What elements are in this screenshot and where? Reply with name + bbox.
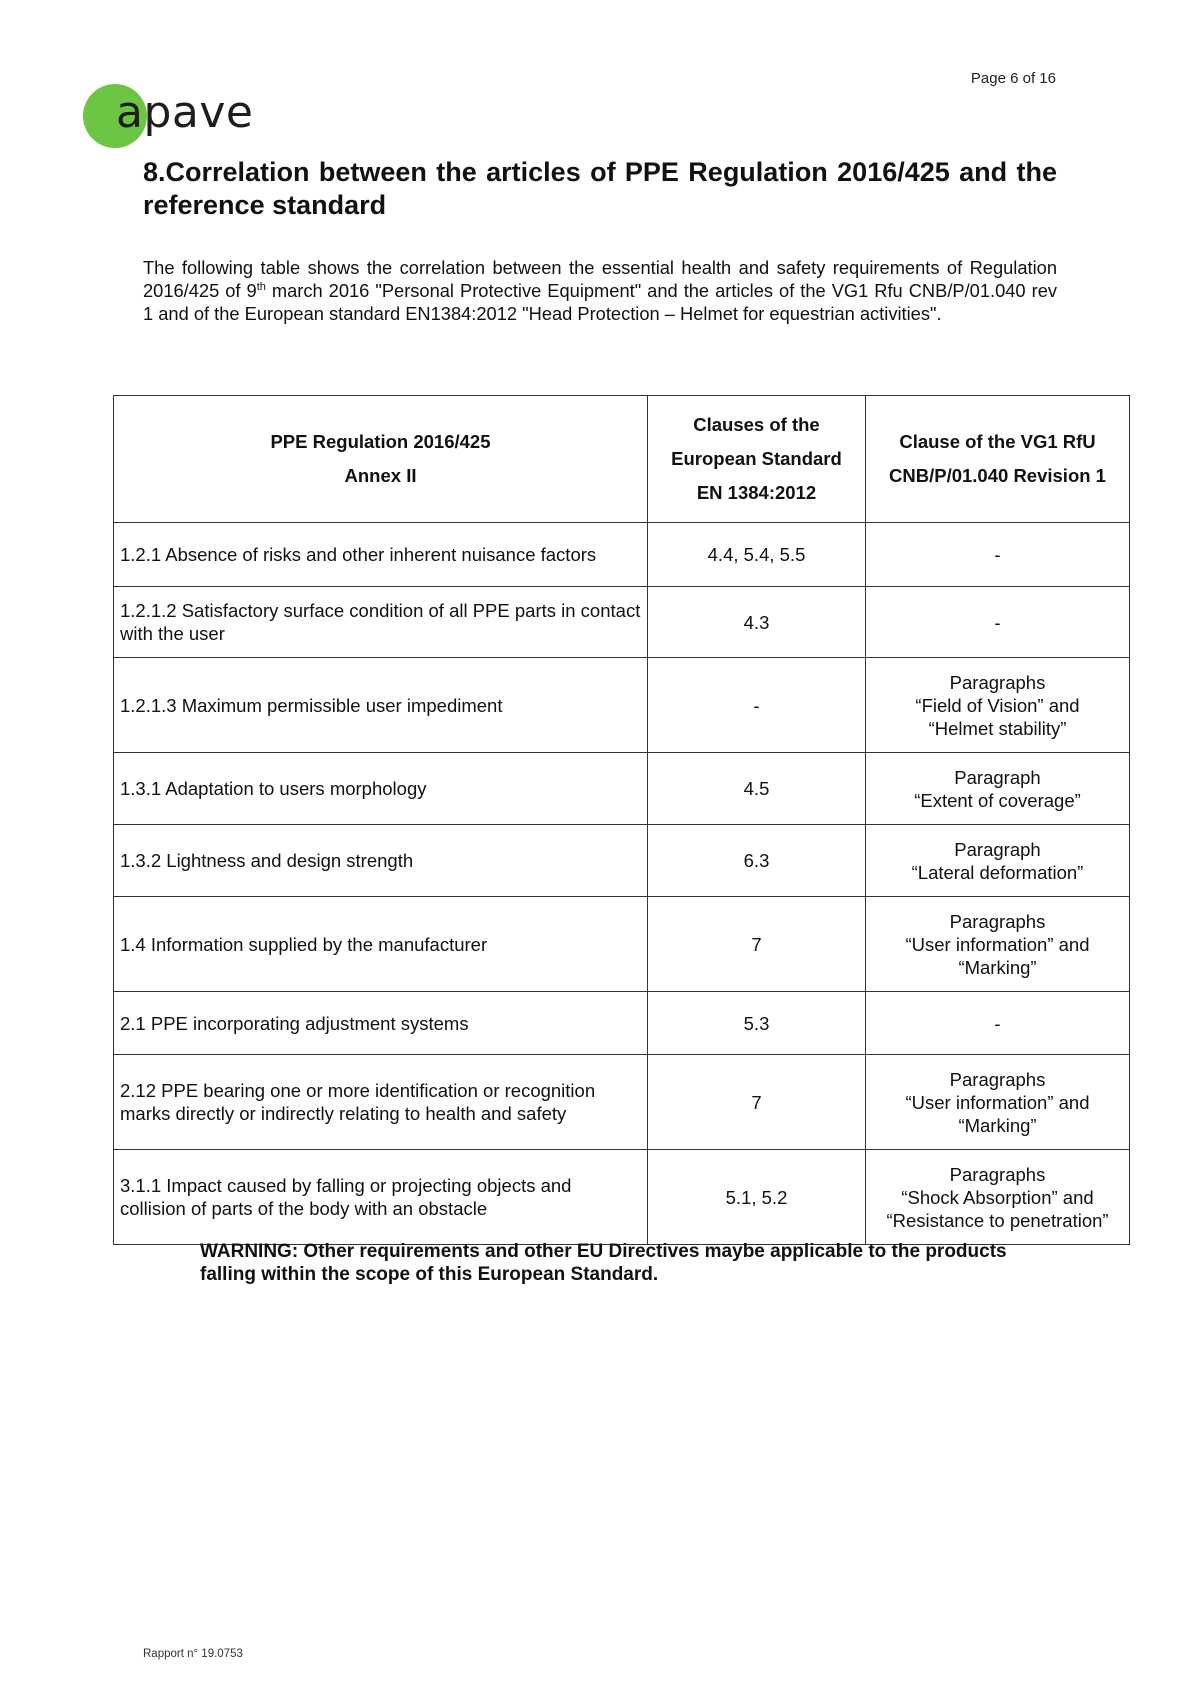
header-line: EN 1384:2012 bbox=[696, 482, 817, 503]
requirement-cell: 3.1.1 Impact caused by falling or projecting objects and collision of parts of the body with an obstacle bbox=[114, 1150, 648, 1245]
vg1-clause-line: “User information” and bbox=[905, 1091, 1090, 1113]
table-header-row bbox=[114, 396, 1130, 523]
table-row bbox=[114, 1055, 1130, 1150]
en-clause-cell: - bbox=[648, 658, 866, 753]
intro-text-2: march 2016 "Personal Protective Equipment" and the articles of the VG1 Rfu CNB/P/01.040 rev 1 and of the European standard EN1384:2012 "Head Protection – Helmet for equestrian activities". bbox=[143, 280, 1057, 324]
en-clause-cell: 4.5 bbox=[648, 753, 866, 825]
report-reference: Rapport n° 19.0753 bbox=[143, 1648, 243, 1660]
header-vg1-clause bbox=[866, 396, 1130, 523]
page-number: Page 6 of 16 bbox=[970, 70, 1056, 87]
vg1-clause-line: “Field of Vision” and bbox=[915, 694, 1080, 716]
en-clause-cell: 4.4, 5.4, 5.5 bbox=[648, 523, 866, 587]
header-line: CNB/P/01.040 Revision 1 bbox=[889, 465, 1106, 486]
vg1-clause-cell bbox=[866, 753, 1130, 825]
intro-superscript: th bbox=[256, 280, 266, 293]
en-clause-cell: 6.3 bbox=[648, 825, 866, 897]
en-clause-cell: 4.3 bbox=[648, 587, 866, 658]
header-line: European Standard bbox=[671, 448, 842, 469]
requirement-cell: 1.3.2 Lightness and design strength bbox=[114, 825, 648, 897]
en-clause-cell: 5.1, 5.2 bbox=[648, 1150, 866, 1245]
apave-logo bbox=[83, 84, 263, 148]
vg1-clause-cell bbox=[866, 897, 1130, 992]
header-line: Clause of the VG1 RfU bbox=[899, 431, 1096, 452]
requirement-cell: 1.3.1 Adaptation to users morphology bbox=[114, 753, 648, 825]
table-row bbox=[114, 825, 1130, 897]
vg1-clause-cell bbox=[866, 523, 1130, 587]
en-clause-cell: 7 bbox=[648, 897, 866, 992]
requirement-cell: 2.1 PPE incorporating adjustment systems bbox=[114, 992, 648, 1055]
vg1-clause-line: “User information” and bbox=[905, 933, 1090, 955]
vg1-clause-line: “Marking” bbox=[958, 1114, 1037, 1136]
requirement-cell: 1.2.1.3 Maximum permissible user impediment bbox=[114, 658, 648, 753]
table-row bbox=[114, 523, 1130, 587]
vg1-clause-line: “Resistance to penetration” bbox=[886, 1209, 1109, 1231]
intro-paragraph bbox=[143, 256, 1057, 325]
table-row bbox=[114, 897, 1130, 992]
header-european-standard bbox=[648, 396, 866, 523]
vg1-clause-line: “Lateral deformation” bbox=[911, 861, 1084, 883]
table-row bbox=[114, 1150, 1130, 1245]
vg1-clause-line: - bbox=[994, 1012, 1001, 1034]
vg1-clause-cell bbox=[866, 1150, 1130, 1245]
table-row bbox=[114, 992, 1130, 1055]
table-row bbox=[114, 587, 1130, 658]
vg1-clause-line: Paragraphs bbox=[949, 1163, 1046, 1185]
vg1-clause-line: Paragraphs bbox=[949, 671, 1046, 693]
vg1-clause-line: “Extent of coverage” bbox=[914, 789, 1081, 811]
en-clause-cell: 5.3 bbox=[648, 992, 866, 1055]
requirement-cell: 1.2.1 Absence of risks and other inherent nuisance factors bbox=[114, 523, 648, 587]
vg1-clause-cell bbox=[866, 1055, 1130, 1150]
table-row bbox=[114, 753, 1130, 825]
vg1-clause-cell bbox=[866, 825, 1130, 897]
header-ppe-regulation bbox=[114, 396, 648, 523]
vg1-clause-line: Paragraphs bbox=[949, 910, 1046, 932]
section-title: 8.Correlation between the articles of PPE Regulation 2016/425 and the reference standard bbox=[143, 157, 1057, 220]
header-line: Annex II bbox=[344, 465, 417, 486]
header-line: Clauses of the bbox=[693, 414, 820, 435]
vg1-clause-line: Paragraphs bbox=[949, 1068, 1046, 1090]
en-clause-cell: 7 bbox=[648, 1055, 866, 1150]
table-row bbox=[114, 658, 1130, 753]
vg1-clause-cell bbox=[866, 587, 1130, 658]
requirement-cell: 1.2.1.2 Satisfactory surface condition of all PPE parts in contact with the user bbox=[114, 587, 648, 658]
vg1-clause-line: “Shock Absorption” and bbox=[901, 1186, 1094, 1208]
header-line: PPE Regulation 2016/425 bbox=[270, 431, 491, 452]
vg1-clause-line: Paragraph bbox=[954, 766, 1041, 788]
requirement-cell: 2.12 PPE bearing one or more identification or recognition marks directly or indirectly relating to health and safety bbox=[114, 1055, 648, 1150]
vg1-clause-cell bbox=[866, 992, 1130, 1055]
correlation-table bbox=[113, 395, 1130, 1245]
vg1-clause-line: “Helmet stability” bbox=[928, 717, 1067, 739]
vg1-clause-line: - bbox=[994, 544, 1001, 565]
logo-wordmark: apave bbox=[116, 87, 254, 138]
intro-text-1: The following table shows the correlation between the essential health and safety requirements of Regulation 2016/425 of 9 bbox=[143, 257, 1057, 301]
vg1-clause-cell bbox=[866, 658, 1130, 753]
vg1-clause-line: “Marking” bbox=[958, 956, 1037, 978]
requirement-cell: 1.4 Information supplied by the manufacturer bbox=[114, 897, 648, 992]
vg1-clause-line: Paragraph bbox=[954, 838, 1041, 860]
warning-note: WARNING: Other requirements and other EU Directives maybe applicable to the products falling within the scope of this European Standard. bbox=[200, 1241, 1007, 1285]
vg1-clause-line: - bbox=[994, 611, 1001, 633]
